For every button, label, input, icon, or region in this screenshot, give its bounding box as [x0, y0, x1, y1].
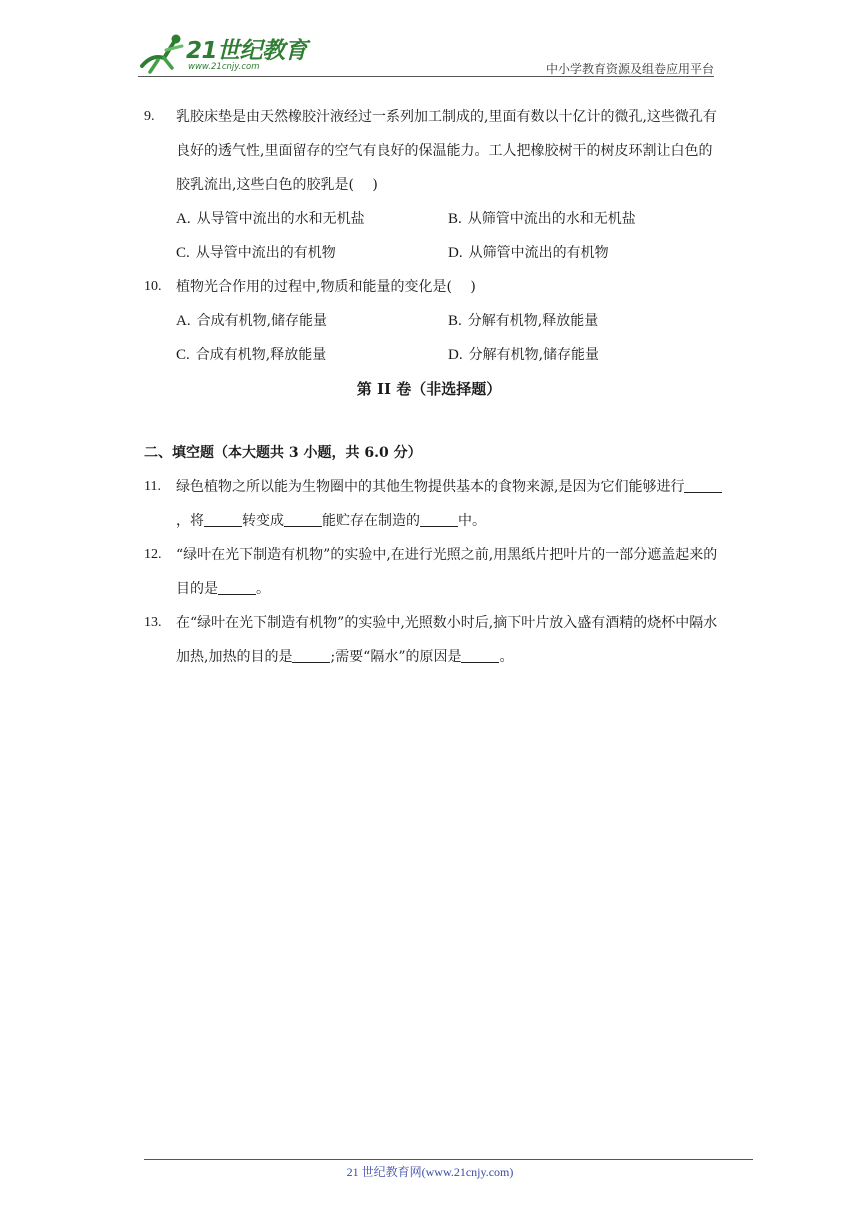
question-text: “绿叶在光下制造有机物”的实验中,在进行光照之前,用黑纸片把叶片的一部分遮盖起来的目的是 。: [176, 547, 718, 597]
question-number: 13.: [144, 615, 162, 630]
runner-logo-icon: [138, 32, 186, 74]
option-d[interactable]: D. 从筛管中流出的有机物: [448, 245, 609, 261]
question-10: [144, 270, 724, 372]
logo-url: www.21cnjy.com: [188, 62, 260, 72]
logo-text: 21世纪教育: [186, 38, 308, 64]
question-11: [144, 470, 724, 538]
question-number: 11.: [144, 479, 161, 494]
option-a[interactable]: A. 合成有机物,储存能量: [176, 313, 328, 329]
answer-blank[interactable]: [420, 512, 458, 527]
option-b[interactable]: B. 分解有机物,释放能量: [448, 313, 599, 329]
platform-name: 中小学教育资源及组卷应用平台: [545, 62, 714, 76]
header-divider: [138, 76, 714, 77]
volume-title: 第 II 卷（非选择题）: [356, 380, 502, 398]
question-text: 植物光合作用的过程中,物质和能量的变化是( ): [176, 279, 476, 295]
logo: [138, 32, 308, 76]
footer-text[interactable]: 21 世纪教育网(www.21cnjy.com): [346, 1165, 514, 1179]
question-13: [144, 606, 724, 674]
answer-blank[interactable]: [218, 580, 256, 595]
answer-blank[interactable]: [461, 648, 499, 663]
question-9: [144, 100, 724, 270]
question-number: 10.: [144, 279, 162, 294]
option-c[interactable]: C. 从导管中流出的有机物: [176, 245, 336, 261]
section-title: 二、填空题（本大题共 3 小题，共 6.0 分）: [144, 445, 422, 461]
answer-blank[interactable]: [284, 512, 322, 527]
question-number: 12.: [144, 547, 162, 562]
answer-blank[interactable]: [204, 512, 242, 527]
question-text: 在“绿叶在光下制造有机物”的实验中,光照数小时后,摘下叶片放入盛有酒精的烧杯中隔水加热,加热的目的是 ;需要“隔水”的原因是 。: [176, 615, 718, 665]
answer-blank[interactable]: [684, 478, 722, 493]
footer-divider: [144, 1159, 753, 1160]
question-options: [144, 202, 724, 270]
document-body: [144, 100, 724, 674]
option-a[interactable]: A. 从导管中流出的水和无机盐: [176, 211, 365, 227]
option-d[interactable]: D. 分解有机物,储存能量: [448, 347, 600, 363]
option-b[interactable]: B. 从筛管中流出的水和无机盐: [448, 211, 636, 227]
question-options: [144, 304, 724, 372]
question-12: [144, 538, 724, 606]
page-header: [138, 32, 714, 78]
question-text: 乳胶床垫是由天然橡胶汁液经过一系列加工制成的,里面有数以十亿计的微孔,这些微孔有良好的透气性,里面留存的空气有良好的保温能力。工人把橡胶树干的树皮环割让白色的胶乳流出,这些白色的胶乳是( ): [176, 109, 717, 193]
question-text: 绿色植物之所以能为生物圈中的其他生物提供基本的食物来源,是因为它们能够进行，将 转变成 能贮存在制造的 中。: [144, 470, 724, 538]
question-number: 9.: [144, 109, 155, 124]
option-c[interactable]: C. 合成有机物,释放能量: [176, 347, 327, 363]
answer-blank[interactable]: [292, 648, 330, 663]
